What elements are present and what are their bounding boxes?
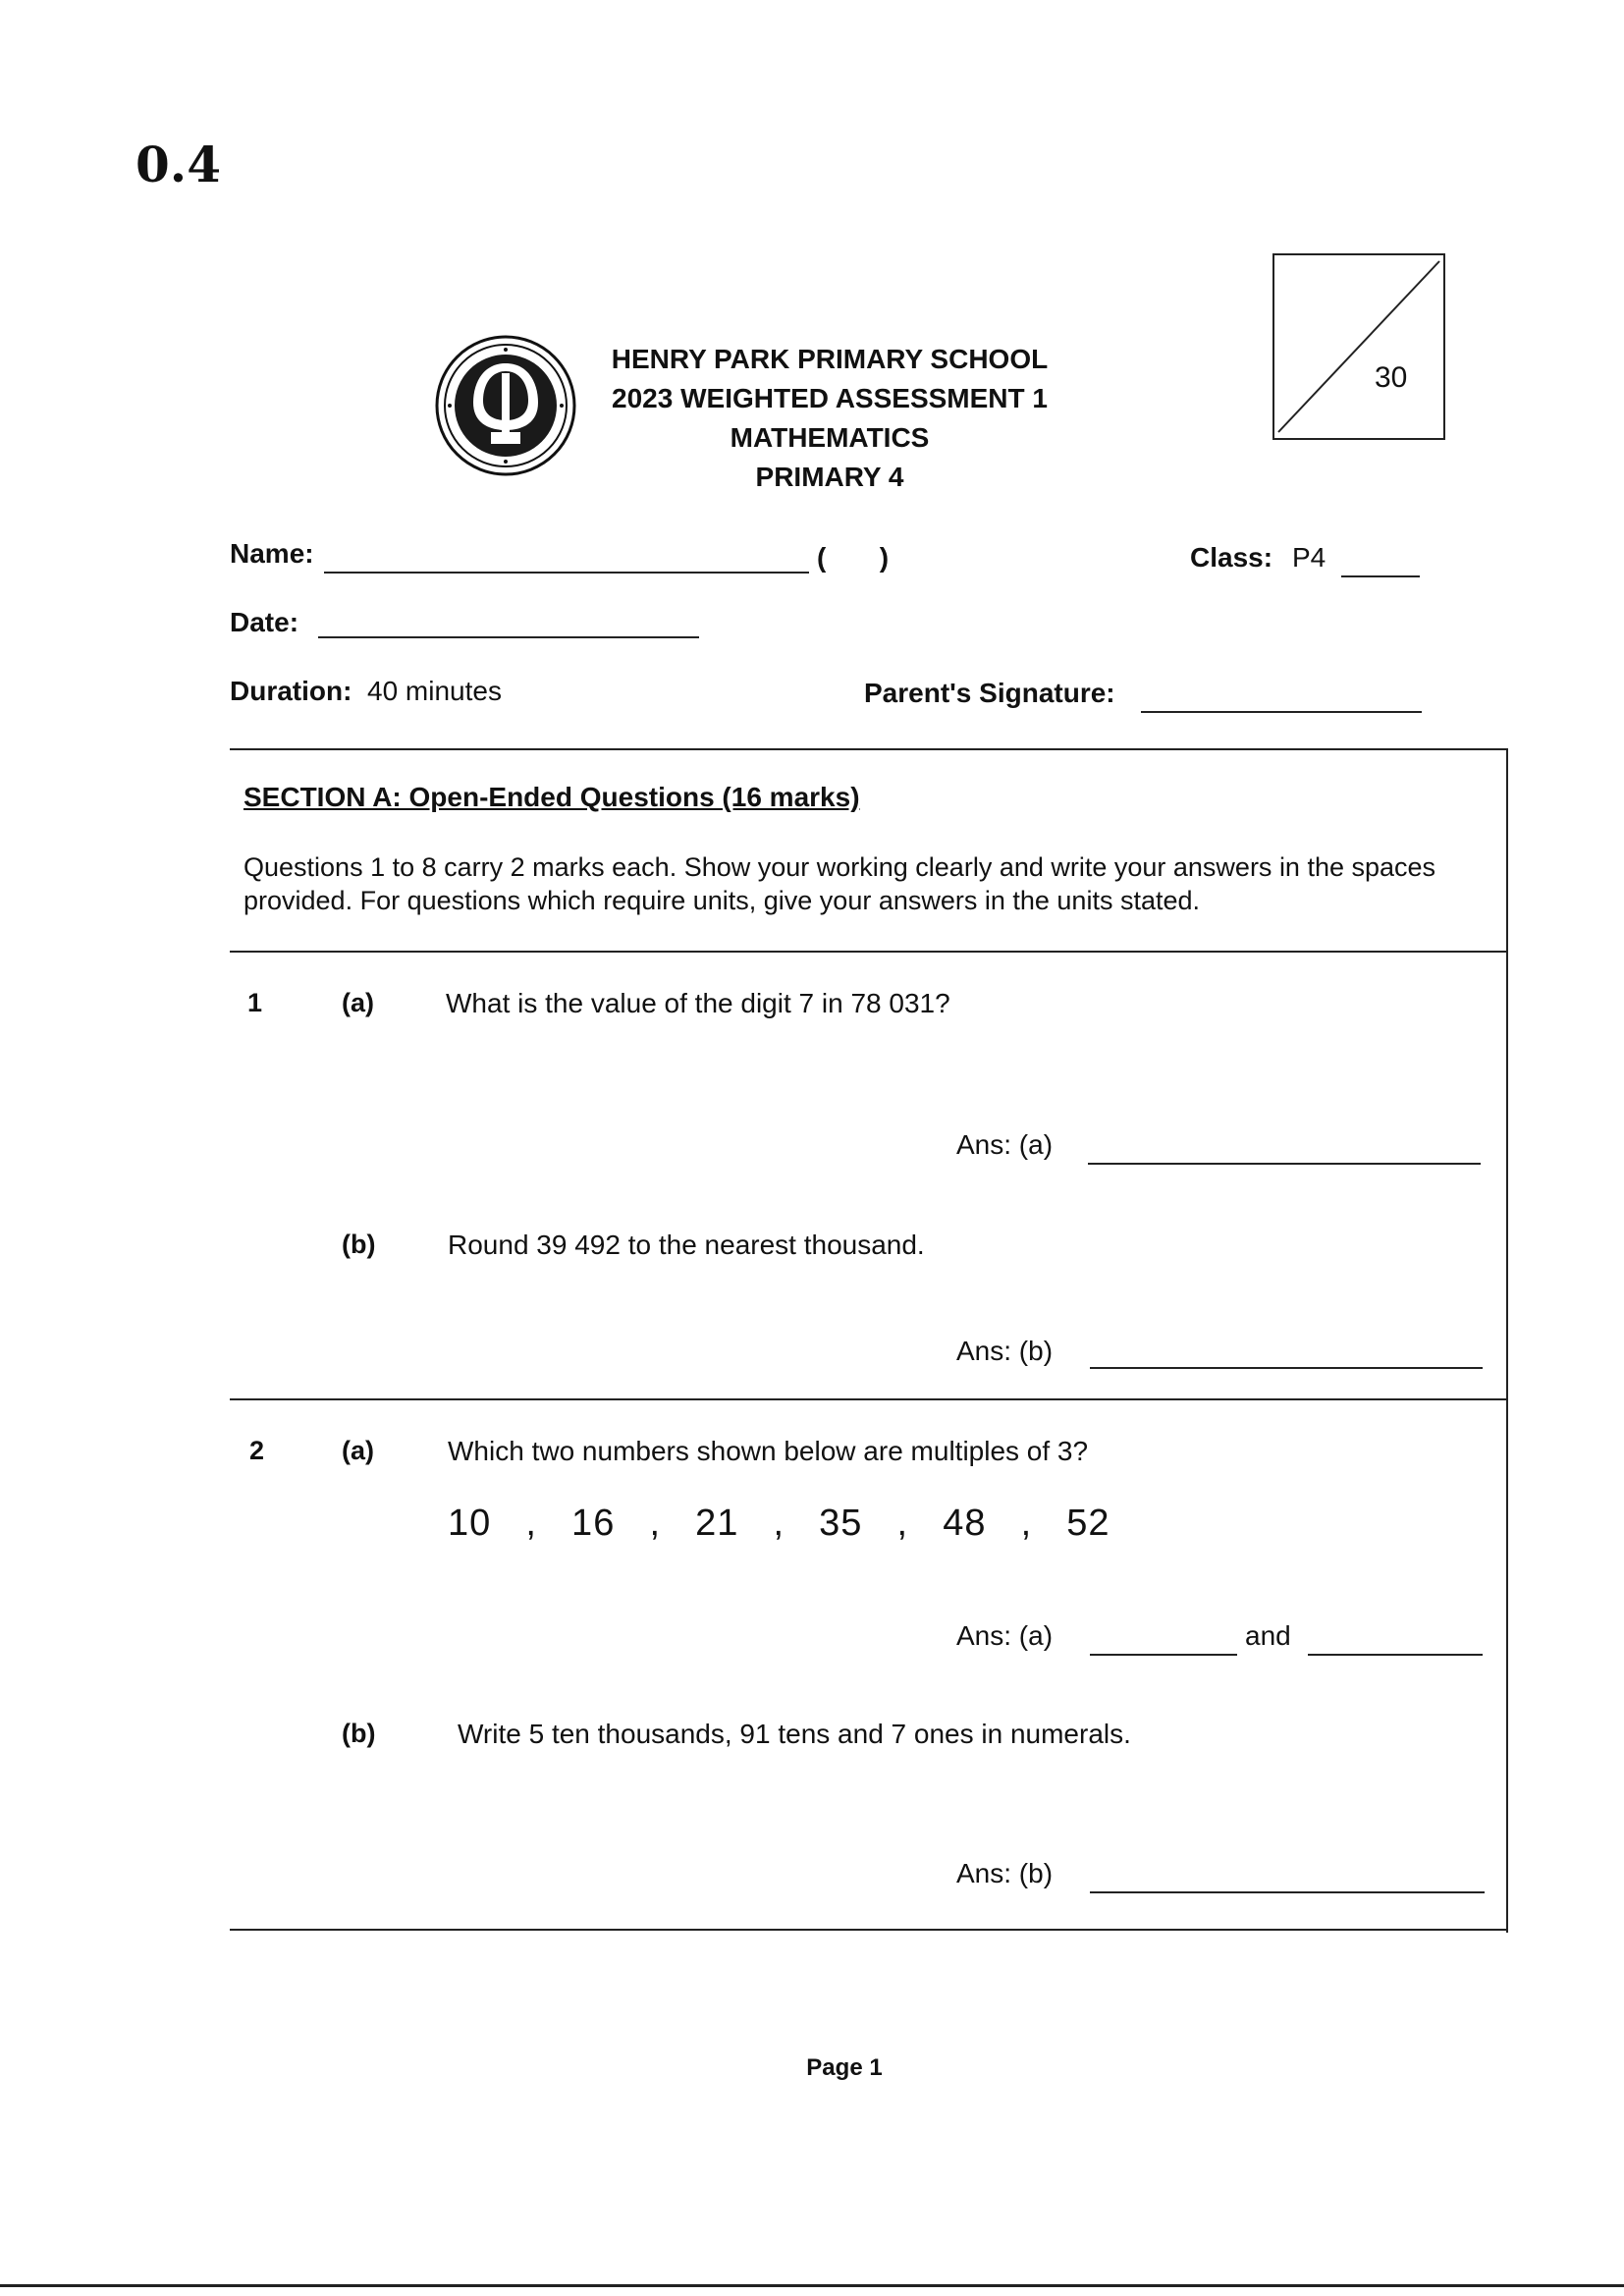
register-number-paren: ( ) bbox=[817, 542, 890, 573]
question-part-label: (b) bbox=[342, 1230, 376, 1259]
section-right-border bbox=[1506, 748, 1508, 1933]
date-label: Date: bbox=[230, 607, 299, 637]
answer-label: Ans: (a) bbox=[956, 1620, 1054, 1651]
question-divider bbox=[230, 951, 1506, 953]
answer-line[interactable] bbox=[1090, 1367, 1483, 1369]
answer-label: Ans: (b) bbox=[956, 1858, 1054, 1888]
question-text: Write 5 ten thousands, 91 tens and 7 ones in numerals. bbox=[458, 1719, 1131, 1749]
section-top-rule bbox=[230, 748, 1506, 750]
answer-label: Ans: (b) bbox=[956, 1336, 1054, 1366]
section-instructions: Questions 1 to 8 carry 2 marks each. Show your working clearly and write your answers in the spaces provided. For questions which require units, give your answers in the units stated. bbox=[244, 852, 1436, 915]
class-value: P4 bbox=[1292, 542, 1326, 573]
subject-title: MATHEMATICS bbox=[730, 422, 930, 453]
total-marks: 30 bbox=[1375, 361, 1408, 394]
name-field[interactable] bbox=[324, 572, 809, 574]
question-part-label: (a) bbox=[342, 1436, 374, 1465]
school-name: HENRY PARK PRIMARY SCHOOL bbox=[611, 344, 1049, 374]
question-text: Round 39 492 to the nearest thousand. bbox=[448, 1230, 925, 1260]
answer-label: Ans: (a) bbox=[956, 1129, 1054, 1160]
number-list: 10 , 16 , 21 , 35 , 48 , 52 bbox=[448, 1503, 1110, 1544]
date-field[interactable] bbox=[318, 636, 699, 638]
assessment-title: 2023 WEIGHTED ASSESSMENT 1 bbox=[612, 383, 1048, 413]
question-number: 2 bbox=[249, 1436, 265, 1465]
name-label: Name: bbox=[230, 538, 314, 569]
question-text: Which two numbers shown below are multiples of 3? bbox=[448, 1436, 1089, 1466]
question-part-label: (a) bbox=[342, 988, 374, 1017]
class-label: Class: bbox=[1190, 542, 1273, 573]
answer-line[interactable] bbox=[1090, 1654, 1237, 1656]
signature-label: Parent's Signature: bbox=[864, 678, 1115, 708]
assessment-header bbox=[550, 340, 1110, 497]
signature-field[interactable] bbox=[1141, 711, 1422, 713]
page-number: Page 1 bbox=[806, 2054, 883, 2081]
corner-mark: 0.4 bbox=[135, 136, 221, 193]
question-text: What is the value of the digit 7 in 78 031? bbox=[446, 988, 950, 1018]
answer-line[interactable] bbox=[1090, 1891, 1485, 1893]
class-field[interactable] bbox=[1341, 575, 1420, 577]
level-title: PRIMARY 4 bbox=[755, 462, 904, 492]
answer-line[interactable] bbox=[1308, 1654, 1483, 1656]
answer-line[interactable] bbox=[1088, 1163, 1481, 1165]
question-number: 1 bbox=[247, 988, 263, 1017]
section-bottom-rule bbox=[230, 1929, 1508, 1931]
bottom-edge-rule bbox=[0, 2284, 1624, 2287]
question-part-label: (b) bbox=[342, 1719, 376, 1748]
question-divider bbox=[230, 1398, 1506, 1400]
section-title: SECTION A: Open-Ended Questions (16 marks) bbox=[244, 782, 860, 812]
duration-value: 40 minutes bbox=[367, 676, 502, 706]
answer-joiner: and bbox=[1245, 1620, 1291, 1651]
score-box bbox=[1272, 253, 1445, 440]
duration-label: Duration: bbox=[230, 676, 352, 706]
